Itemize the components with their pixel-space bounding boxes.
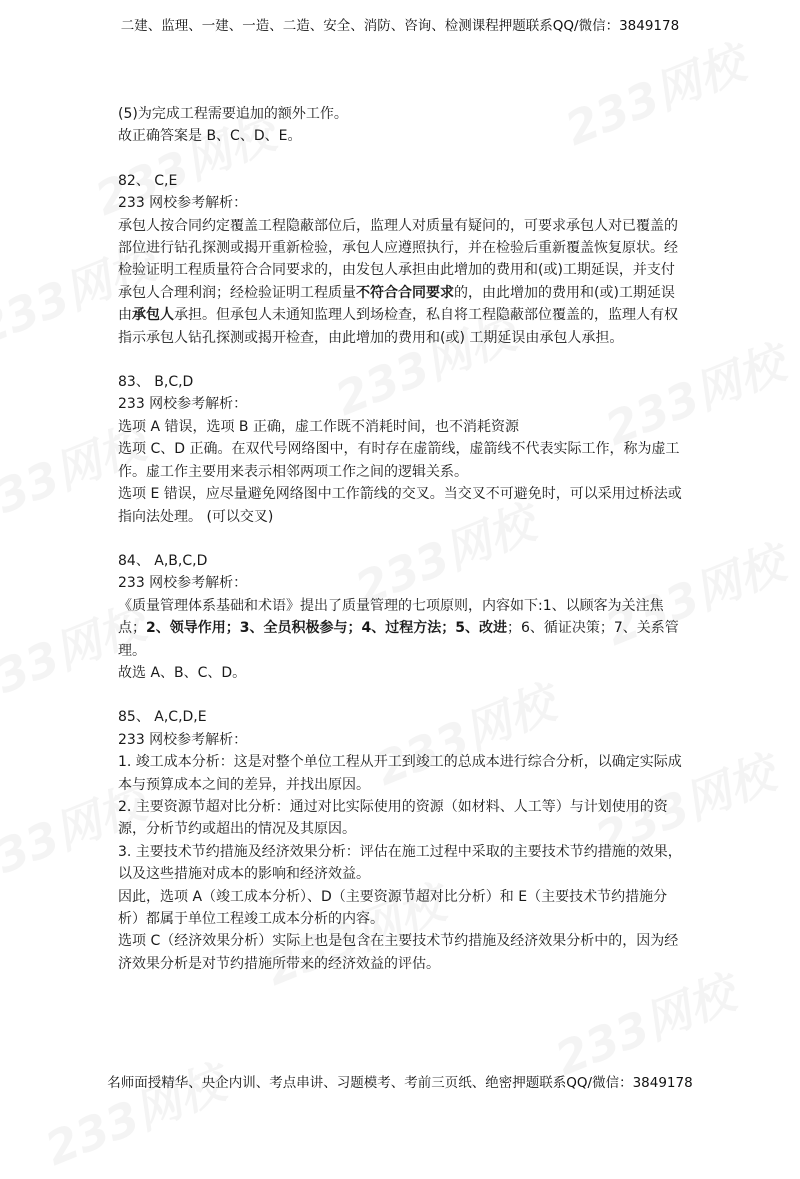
q82-text-1: 承包人按合同约定覆盖工程隐蔽部位后，监理人对质量有疑问的，可要求承包人对已覆盖的部位进行钻孔探测或揭开重新检验，承包人应遵照执行，并在检验后重新覆盖恢复原状。经检验证明工程质量符合合同要求的，由发包人承担由此增加的费用和(或)工期延误，并支付承包人合理利润；经检验证明工程质量	[118, 217, 678, 301]
q84-text-2: ；6、循证决策；7、关系管理。	[118, 620, 679, 659]
q81-item5: (5)为完成工程需要追加的额外工作。	[118, 106, 348, 122]
q85-line-4: 因此，选项 A（竣工成本分析）、D（主要资源节超对比分析）和 E（主要技术节约措施分析）都属于单位工程竣工成本分析的内容。	[118, 888, 668, 927]
q85-line-3: 3. 主要技术节约措施及经济效果分析：评估在施工过程中采取的主要技术节约措施的效果，以及这些措施对成本的影响和经济效益。	[118, 843, 682, 883]
q84-title: 233 网校参考解析：	[118, 575, 248, 592]
q82-title: 233 网校参考解析：	[118, 195, 248, 212]
q84-text-1: 《质量管理体系基础和术语》提出了质量管理的七项原则，内容如下:1、以顾客为关注焦点；	[118, 597, 664, 637]
q85-line-5: 选项 C（经济效果分析）实际上也是包含在主要技术节约措施及经济效果分析中的，因为经济效果分析是对节约措施所带来的经济效益的评估。	[118, 933, 679, 972]
q85-title: 233 网校参考解析：	[118, 731, 248, 748]
q85-line-1: 1. 竣工成本分析：这是对整个单位工程从开工到竣工的总成本进行综合分析，以确定实际成本与预算成本之间的差异，并找出原因。	[118, 754, 682, 793]
q84-number: 84、 A,B,C,D	[118, 552, 208, 569]
q82-bold-2: 承包人	[132, 307, 174, 324]
q82-explanation	[118, 215, 688, 349]
q84-bold-1: 2、领导作用；3、全员积极参与；4、过程方法；5、改进	[146, 620, 507, 637]
q83-line-3: 选项 E 错误，应尽量避免网络图中工作箭线的交叉。当交叉不可避免时，可以采用过桥法或指向法处理。 (可以交叉)	[118, 486, 682, 525]
q82-number: 82、 C,E	[118, 172, 178, 189]
q85-line-2: 2. 主要资源节超对比分析：通过对比实际使用的资源（如材料、人工等）与计划使用的资源，分析节约或超出的情况及其原因。	[118, 798, 668, 838]
document-body	[118, 103, 688, 975]
page-header: 二建、监理、一建、一造、二造、安全、消防、咨询、检测课程押题联系QQ/微信：3849178	[120, 18, 680, 34]
q83-line-1: 选项 A 错误，选项 B 正确，虚工作既不消耗时间，也不消耗资源	[118, 418, 519, 435]
q84-principles	[118, 595, 688, 662]
q83-line-2: 选项 C、D 正确。在双代号网络图中，有时存在虚箭线，虚箭线不代表实际工作，称为虚工作。虚工作主要用来表示相邻两项工作之间的逻辑关系。	[118, 441, 680, 480]
q83-title: 233 网校参考解析：	[118, 396, 248, 413]
q84-answer: 故选 A、B、C、D。	[118, 664, 247, 681]
q82-bold-1: 不符合合同要求	[356, 284, 454, 301]
q83-number: 83、 B,C,D	[118, 374, 194, 391]
watermark-logo	[544, 957, 743, 1089]
page-footer: 名师面授精华、央企内训、考点串讲、习题模考、考前三页纸、绝密押题联系QQ/微信：3849178	[107, 1075, 693, 1091]
watermark-logo	[34, 1047, 233, 1179]
q85-number: 85、 A,C,D,E	[118, 709, 207, 726]
q82-text-2: 的，由此增加的费用和(或)工期延误由	[118, 284, 675, 324]
q82-text-3: 承担。但承包人未通知监理人到场检查，私自将工程隐蔽部位覆盖的，监理人有权指示承包人钻孔探测或揭开检查，由此增加的费用和(或) 工期延误由承包人承担。	[118, 307, 678, 346]
q81-answer: 故正确答案是 B、C、D、E。	[118, 128, 302, 145]
